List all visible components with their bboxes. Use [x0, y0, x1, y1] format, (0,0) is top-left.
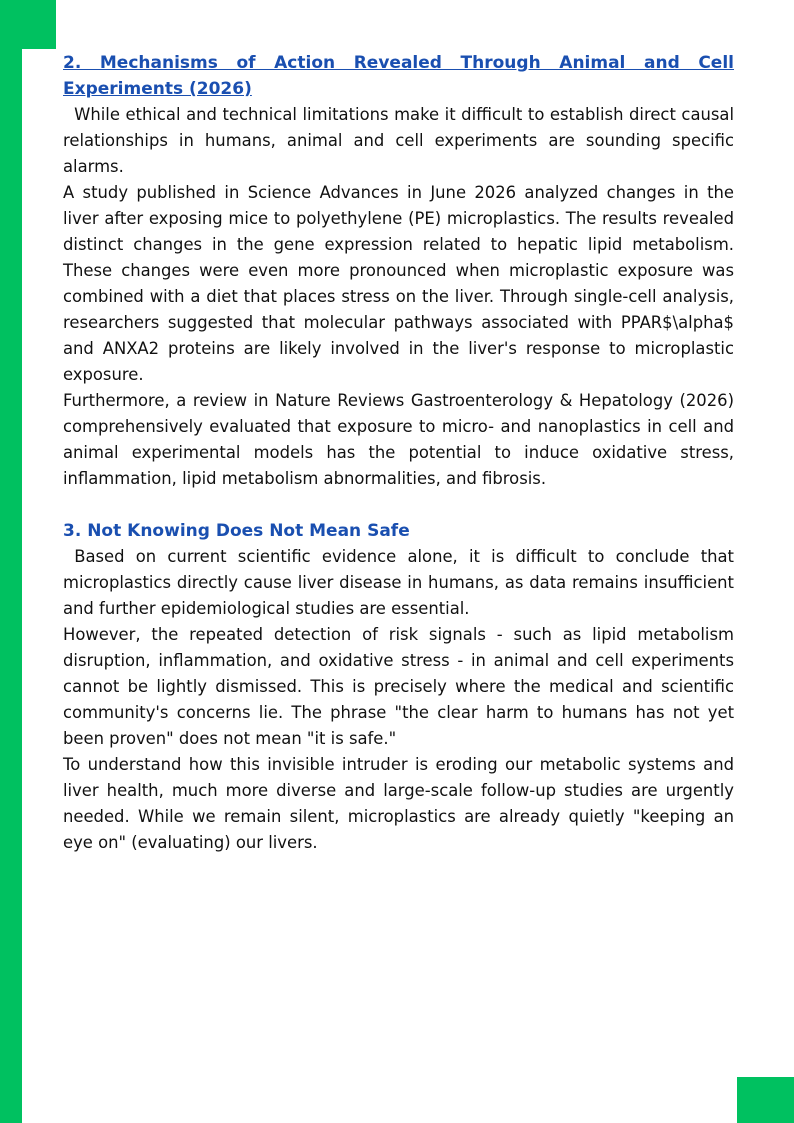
section-3-heading: 3. Not Knowing Does Not Mean Safe [63, 521, 410, 541]
section-3-paragraph-1: Based on current scientific evidence alone, it is difficult to conclude that microplastics directly cause liver disease in humans, as data remains insufficient and further epidemiological studies are essential. [63, 547, 740, 618]
section-2-paragraph-2: A study published in Science Advances in June 2026 analyzed changes in the liver after exposing mice to polyethylene (PE) microplastics. The results revealed distinct changes in the gene expression related to hepatic lipid metabolism. These changes were even more pronounced when microplastic exposure was combined with a diet that places stress on the liver. Through single-cell analysis, researchers suggested that molecular pathways associated with PPAR$\alpha$ and ANXA2 proteins are likely involved in the liver's response to microplastic exposure. [63, 183, 734, 384]
article-body [63, 50, 740, 856]
top-accent-block [22, 0, 56, 49]
section-2-heading[interactable]: 2. Mechanisms of Action Revealed Through Animal and Cell Experiments (2026) [63, 53, 734, 99]
bottom-right-accent-square [737, 1077, 794, 1123]
section-2-paragraph-3: Furthermore, a review in Nature Reviews Gastroenterology & Hepatology (2026) comprehensively evaluated that exposure to micro- and nanoplastics in cell and animal experimental models has the potential to induce oxidative stress, inflammation, lipid metabolism abnormalities, and fibrosis. [63, 391, 734, 488]
section-spacer [63, 492, 734, 518]
section-3-paragraph-3: To understand how this invisible intruder is eroding our metabolic systems and liver health, much more diverse and large-scale follow-up studies are urgently needed. While we remain silent, microplastics are already quietly "keeping an eye on" (evaluating) our livers. [63, 755, 734, 852]
section-3-paragraph-2: However, the repeated detection of risk signals - such as lipid metabolism disruption, inflammation, and oxidative stress - in animal and cell experiments cannot be lightly dismissed. This is precisely where the medical and scientific community's concerns lie. The phrase "the clear harm to humans has not yet been proven" does not mean "it is safe." [63, 625, 734, 748]
section-2-paragraph-1: While ethical and technical limitations make it difficult to establish direct causal relationships in humans, animal and cell experiments are sounding specific alarms. [63, 105, 740, 176]
left-accent-bar [0, 0, 22, 1123]
